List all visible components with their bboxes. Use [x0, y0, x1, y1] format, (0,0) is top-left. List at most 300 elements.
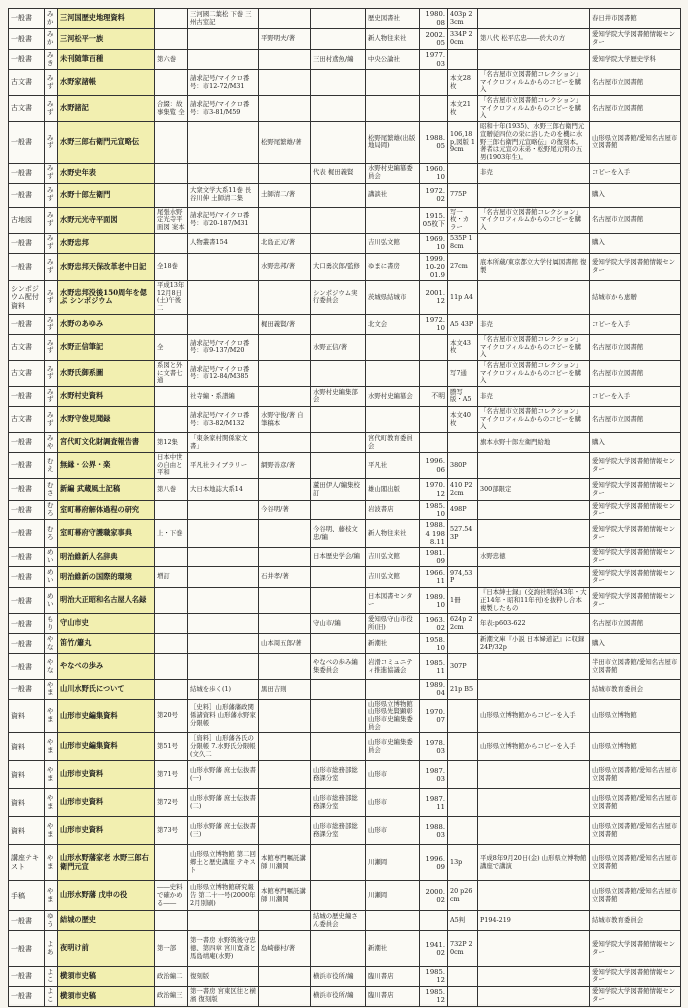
table-row: [9, 183, 681, 207]
cell-notes: 水野忠徳: [478, 547, 590, 566]
cell-editor: [311, 634, 366, 654]
cell-publisher: 新潮社: [366, 634, 420, 654]
cell-title: 結城の歴史: [58, 911, 155, 931]
cell-publisher: 岩滑コミュニティ推進協議会: [366, 654, 420, 680]
cell-author: [259, 654, 311, 680]
table-row: [9, 986, 681, 1006]
cell-publisher: 川瀬岡: [366, 881, 420, 911]
cell-holder: 山形県立図書館/愛知名古屋市立図書館: [590, 122, 681, 163]
cell-type: 手稿: [9, 881, 45, 911]
cell-series: [188, 567, 259, 588]
cell-publisher: 平凡社: [366, 453, 420, 479]
cell-holder: 結城市教育委員会: [590, 911, 681, 931]
cell-title: 山形市史資料: [58, 761, 155, 789]
cell-editor: [311, 96, 366, 122]
cell-format: [448, 634, 478, 654]
cell-editor: 山形市総務部総務課分室: [311, 761, 366, 789]
cell-kana: みず: [45, 314, 58, 334]
cell-notes: 新潮文庫『小説 日本婦道記』に収録24P/32p: [478, 634, 590, 654]
cell-holder: 愛知学院大学図書館情報センター: [590, 453, 681, 479]
cell-publisher: 松野尾繁雄(出版地局岡): [366, 122, 420, 163]
cell-vol: ――史料で確かめる――: [155, 881, 188, 911]
cell-publisher: [366, 96, 420, 122]
cell-kana: みず: [45, 96, 58, 122]
bibliography-table: [8, 8, 681, 1007]
cell-editor: 山形市総務部総務課分室: [311, 789, 366, 817]
cell-kana: ゆう: [45, 911, 58, 931]
cell-title: 水野のあゆみ: [58, 314, 155, 334]
cell-author: 山本周五郎/著: [259, 634, 311, 654]
cell-year: 1988.03: [420, 817, 448, 845]
cell-editor: 日本歴史学会/編: [311, 547, 366, 566]
cell-publisher: 愛知県守山市役所(旧): [366, 614, 420, 634]
cell-publisher: 新潮社: [366, 931, 420, 967]
cell-author: [259, 360, 311, 386]
cell-publisher: [366, 360, 420, 386]
cell-kana: むさ: [45, 479, 58, 501]
cell-series: 第一書房 宮東区往と横濱 復刻版: [188, 986, 259, 1006]
cell-year: 1985.10: [420, 501, 448, 520]
cell-vol: 全18巻: [155, 253, 188, 280]
cell-year: 1996.09: [420, 845, 448, 881]
cell-year: 1980.08: [420, 9, 448, 29]
cell-holder: 愛知学院大学図書館情報センター: [590, 567, 681, 588]
table-row: [9, 817, 681, 845]
cell-series: [188, 911, 259, 931]
cell-year: [420, 433, 448, 453]
cell-kana: みず: [45, 163, 58, 183]
cell-author: [259, 614, 311, 634]
cell-editor: [311, 314, 366, 334]
table-row: [9, 699, 681, 733]
cell-kana: やま: [45, 817, 58, 845]
cell-notes: 「名古屋市立図書館コレクション」マイクロフィルムからのコピーを購入: [478, 96, 590, 122]
cell-type: シンポジウム配付資料: [9, 281, 45, 315]
cell-notes: 昭和十年(1935)、水野三郎右衛門元宣贈従四位の栄に浴したのを機に水野三郎右衛門元宣略伝」の復刻本。著者は元宣の末弟・松野尾元明の五男(1903年生)。: [478, 122, 590, 163]
table-row: [9, 479, 681, 501]
cell-publisher: 水野村史編纂委員会: [366, 163, 420, 183]
cell-notes: 「名古屋市立図書館コレクション」マイクロフィルムからのコピーを購入: [478, 70, 590, 96]
table-row: [9, 881, 681, 911]
cell-author: 石井孝/著: [259, 567, 311, 588]
cell-vol: 第八巻: [155, 479, 188, 501]
cell-holder: 愛知学院大学図書館情報センター: [590, 253, 681, 280]
cell-title: 水野氏御系圖: [58, 360, 155, 386]
cell-series: 請求記号/マイクロ番号：市9-137/M20: [188, 334, 259, 360]
cell-type: 一般書: [9, 654, 45, 680]
cell-publisher: ゆまに書房: [366, 253, 420, 280]
cell-format: 535P 18cm: [448, 233, 478, 253]
cell-publisher: 岩波書店: [366, 501, 420, 520]
cell-kana: みか: [45, 29, 58, 50]
cell-publisher: 吉川弘文館: [366, 567, 420, 588]
table-row: [9, 501, 681, 520]
cell-year: 2002.05: [420, 29, 448, 50]
cell-vol: [155, 233, 188, 253]
cell-publisher: 新人物往来社: [366, 29, 420, 50]
cell-vol: 第51号: [155, 733, 188, 761]
table-row: [9, 50, 681, 70]
cell-publisher: 中央公論社: [366, 50, 420, 70]
cell-holder: 名古屋市立図書館: [590, 406, 681, 432]
cell-year: [420, 334, 448, 360]
cell-kana: よこ: [45, 967, 58, 986]
cell-kana: みや: [45, 433, 58, 453]
cell-vol: [155, 386, 188, 406]
cell-author: [259, 967, 311, 986]
cell-title: 笛竹/簫丸: [58, 634, 155, 654]
cell-vol: [155, 314, 188, 334]
cell-author: [259, 547, 311, 566]
cell-publisher: [366, 70, 420, 96]
cell-year: 1987.03: [420, 761, 448, 789]
cell-type: 一般書: [9, 386, 45, 406]
cell-publisher: 山形市: [366, 789, 420, 817]
cell-format: 13p: [448, 845, 478, 881]
cell-publisher: 歴史図書社: [366, 9, 420, 29]
table-row: [9, 9, 681, 29]
cell-kana: やま: [45, 789, 58, 817]
cell-year: 不明: [420, 386, 448, 406]
cell-format: A5 43P: [448, 314, 478, 334]
cell-author: [259, 281, 311, 315]
cell-series: ［資料］山形藩各氏の分限帳 7.水野氏分限帳(文久二: [188, 733, 259, 761]
cell-type: 資料: [9, 789, 45, 817]
cell-year: 1978.03: [420, 733, 448, 761]
cell-notes: [478, 9, 590, 29]
cell-year: [420, 70, 448, 96]
cell-vol: [155, 122, 188, 163]
table-row: [9, 360, 681, 386]
cell-author: [259, 433, 311, 453]
cell-series: 山形県立博物館研究報告 第二十一号(2000年2月別刷): [188, 881, 259, 911]
cell-year: [420, 406, 448, 432]
cell-editor: [311, 881, 366, 911]
table-row: [9, 70, 681, 96]
cell-editor: 今谷明、藤枝文忠/編: [311, 520, 366, 547]
cell-type: 一般書: [9, 634, 45, 654]
cell-type: 一般書: [9, 479, 45, 501]
cell-title: 横須市史稿: [58, 986, 155, 1006]
cell-notes: [478, 986, 590, 1006]
cell-publisher: 山形市: [366, 761, 420, 789]
cell-author: [259, 96, 311, 122]
cell-series: [188, 253, 259, 280]
cell-editor: [311, 567, 366, 588]
cell-editor: 守山市/編: [311, 614, 366, 634]
cell-editor: [311, 233, 366, 253]
cell-editor: 水野正信/著: [311, 334, 366, 360]
cell-kana: やま: [45, 680, 58, 699]
cell-type: 一般書: [9, 314, 45, 334]
cell-vol: 第72号: [155, 789, 188, 817]
cell-title: 水野三郎右衛門元宣略伝: [58, 122, 155, 163]
cell-year: 1981.09: [420, 547, 448, 566]
cell-holder: 愛知学院大学図書館情報センター: [590, 967, 681, 986]
cell-format: 21p B5: [448, 680, 478, 699]
cell-author: 松野尾繁雄/著: [259, 122, 311, 163]
table-row: [9, 386, 681, 406]
cell-holder: 名古屋市立図書館: [590, 207, 681, 233]
cell-publisher: 雄山閣出版: [366, 479, 420, 501]
cell-holder: 名古屋市立図書館: [590, 614, 681, 634]
cell-author: 島崎藤村/著: [259, 931, 311, 967]
cell-type: 一般書: [9, 29, 45, 50]
cell-year: 1987.11: [420, 789, 448, 817]
cell-holder: 購入: [590, 183, 681, 207]
cell-editor: [311, 680, 366, 699]
cell-series: [188, 163, 259, 183]
cell-vol: 第12集: [155, 433, 188, 453]
cell-series: 社寺編・系譜編: [188, 386, 259, 406]
cell-holder: 購入: [590, 233, 681, 253]
cell-vol: [155, 911, 188, 931]
cell-format: 527.54 3P: [448, 520, 478, 547]
cell-holder: 愛知学院大学図書館情報センター: [590, 588, 681, 614]
cell-kana: みず: [45, 122, 58, 163]
cell-vol: [155, 29, 188, 50]
cell-format: [448, 163, 478, 183]
cell-year: 1963.02: [420, 614, 448, 634]
cell-title: 水野正信筆記: [58, 334, 155, 360]
cell-editor: 横浜市役所/編: [311, 967, 366, 986]
cell-year: 1969.10: [420, 233, 448, 253]
cell-author: 水野守俊/著 自筆稿本: [259, 406, 311, 432]
table-row: [9, 654, 681, 680]
cell-editor: 水野村史編集部会: [311, 386, 366, 406]
cell-holder: 愛知学院大学図書館情報センター: [590, 931, 681, 967]
cell-vol: 尾張水野定光寺平面図 案本: [155, 207, 188, 233]
cell-format: [448, 761, 478, 789]
cell-editor: 結城の歴史編さん委員会: [311, 911, 366, 931]
table-body: [9, 9, 681, 1007]
cell-vol: [155, 547, 188, 566]
table-row: [9, 680, 681, 699]
cell-author: [259, 761, 311, 789]
cell-kana: めい: [45, 567, 58, 588]
cell-holder: 愛知学院大学図書館情報センター: [590, 986, 681, 1006]
cell-series: [188, 122, 259, 163]
cell-series: [188, 281, 259, 315]
cell-holder: 愛知学院大学図書館情報センター: [590, 29, 681, 50]
cell-author: [259, 163, 311, 183]
cell-title: 守山市史: [58, 614, 155, 634]
cell-format: 本文43枚: [448, 334, 478, 360]
cell-year: 1960.10: [420, 163, 448, 183]
cell-author: 水野忠邦/著: [259, 253, 311, 280]
cell-notes: [478, 501, 590, 520]
cell-author: 北島正元/著: [259, 233, 311, 253]
cell-publisher: 山形市史編集委員会: [366, 733, 420, 761]
cell-type: 一般書: [9, 911, 45, 931]
cell-editor: 大口勇次郎/監修: [311, 253, 366, 280]
cell-holder: 愛知学院大学図書館情報センター: [590, 479, 681, 501]
cell-vol: 政治編二: [155, 967, 188, 986]
cell-kana: やま: [45, 881, 58, 911]
cell-title: 山川水野氏について: [58, 680, 155, 699]
cell-publisher: 北文会: [366, 314, 420, 334]
cell-year: [420, 911, 448, 931]
cell-title: 山形水野藩 戊申の役: [58, 881, 155, 911]
cell-notes: P194-219: [478, 911, 590, 931]
cell-type: 古文書: [9, 70, 45, 96]
table-row: [9, 433, 681, 453]
cell-year: 1941.02: [420, 931, 448, 967]
cell-publisher: 臨川書店: [366, 986, 420, 1006]
cell-year: 1988.4 1988.11: [420, 520, 448, 547]
cell-holder: コピーを入手: [590, 314, 681, 334]
cell-format: 本文21枚: [448, 96, 478, 122]
cell-publisher: 吉川弘文館: [366, 233, 420, 253]
cell-year: [420, 96, 448, 122]
cell-holder: 結城市教育委員会: [590, 680, 681, 699]
cell-series: 請求記号/マイクロ番号：市12-84/M385: [188, 360, 259, 386]
table-row: [9, 122, 681, 163]
cell-series: ［史料］山形藩藩政関係諸資料 山形藩水野家分限帳: [188, 699, 259, 733]
cell-kana: みず: [45, 360, 58, 386]
cell-year: 1988.05: [420, 122, 448, 163]
cell-editor: [311, 29, 366, 50]
cell-title: 新編 武蔵風土記稿: [58, 479, 155, 501]
cell-series: 大日本地誌大系14: [188, 479, 259, 501]
cell-author: [259, 479, 311, 501]
cell-notes: [478, 567, 590, 588]
cell-author: 本館専門嘱託講師 川瀬岡: [259, 845, 311, 881]
cell-kana: やま: [45, 845, 58, 881]
cell-holder: コピーを入手: [590, 386, 681, 406]
cell-author: [259, 334, 311, 360]
cell-kana: もり: [45, 614, 58, 634]
cell-kana: みず: [45, 281, 58, 315]
cell-format: [448, 699, 478, 733]
cell-holder: 購入: [590, 634, 681, 654]
cell-holder: コピーを入手: [590, 163, 681, 183]
cell-year: 1972.10: [420, 314, 448, 334]
cell-series: 山形県立博物館 第二回 郷土と歴史講座 テキスト: [188, 845, 259, 881]
cell-vol: 平成13年12月8日(土)午後二: [155, 281, 188, 315]
cell-format: [448, 789, 478, 817]
cell-author: [259, 9, 311, 29]
cell-publisher: [366, 911, 420, 931]
cell-year: 1958.10: [420, 634, 448, 654]
cell-vol: 第六巻: [155, 50, 188, 70]
cell-title: 水野忠邦天保改革老中日記: [58, 253, 155, 280]
cell-type: 一般書: [9, 588, 45, 614]
cell-notes: [478, 50, 590, 70]
document-sheet: [8, 8, 680, 1004]
cell-vol: 第73号: [155, 817, 188, 845]
cell-format: 410 P22cm: [448, 479, 478, 501]
cell-series: 請求記号/マイクロ番号：市20-187/M31: [188, 207, 259, 233]
cell-title: 三河松平一族: [58, 29, 155, 50]
cell-author: 平野明夫/著: [259, 29, 311, 50]
cell-author: 網野善彦/著: [259, 453, 311, 479]
cell-year: 1985.12: [420, 986, 448, 1006]
cell-holder: 名古屋市立図書館: [590, 334, 681, 360]
cell-author: [259, 986, 311, 1006]
cell-notes: [478, 881, 590, 911]
cell-publisher: 吉川弘文館: [366, 547, 420, 566]
cell-type: 一般書: [9, 122, 45, 163]
cell-vol: [155, 183, 188, 207]
cell-series: 山形水野藩 庶士伝抜書(一): [188, 761, 259, 789]
cell-format: 本文40枚: [448, 406, 478, 432]
cell-holder: 山形県立図書館/愛知名古屋市立図書館: [590, 845, 681, 881]
cell-notes: 『日本紳士録』(交詢社明治43年・大正14年・昭和11年刊)を抜粋し合本複製したもの: [478, 588, 590, 614]
cell-editor: [311, 588, 366, 614]
cell-series: 平凡社ライブラリー: [188, 453, 259, 479]
cell-kana: むろ: [45, 501, 58, 520]
cell-kana: むえ: [45, 453, 58, 479]
cell-vol: [155, 654, 188, 680]
cell-publisher: [366, 207, 420, 233]
cell-notes: 「名古屋市立図書館コレクション」マイクロフィルムからのコピーを購入: [478, 360, 590, 386]
table-row: [9, 207, 681, 233]
cell-holder: 名古屋市立図書館: [590, 96, 681, 122]
cell-series: 請求記号/マイクロ番号：市12-72/M31: [188, 70, 259, 96]
table-row: [9, 334, 681, 360]
cell-author: [259, 789, 311, 817]
cell-holder: 春日井市図書館: [590, 9, 681, 29]
cell-vol: [155, 680, 188, 699]
cell-type: 古文書: [9, 96, 45, 122]
cell-author: [259, 699, 311, 733]
cell-title: 明治維新人名辞典: [58, 547, 155, 566]
cell-vol: 政治編三: [155, 986, 188, 1006]
cell-vol: 日本中世の自由と平和: [155, 453, 188, 479]
cell-format: [448, 433, 478, 453]
cell-kana: みず: [45, 406, 58, 432]
cell-editor: [311, 122, 366, 163]
cell-notes: 「名古屋市立図書館コレクション」マイクロフィルムからのコピーを購入: [478, 406, 590, 432]
cell-format: 本文28枚: [448, 70, 478, 96]
cell-year: 1972.02: [420, 183, 448, 207]
cell-format: 732P 20cm: [448, 931, 478, 967]
cell-notes: 「名古屋市立図書館コレクション」マイクロフィルムからのコピーを購入: [478, 334, 590, 360]
cell-type: 一般書: [9, 453, 45, 479]
cell-kana: やな: [45, 634, 58, 654]
cell-editor: [311, 360, 366, 386]
cell-holder: 山形県立図書館/愛知名古屋市立図書館: [590, 761, 681, 789]
cell-year: 1985.12: [420, 967, 448, 986]
cell-type: 資料: [9, 817, 45, 845]
cell-series: 請求記号/マイクロ番号：市3-81/M59: [188, 96, 259, 122]
cell-vol: 第71号: [155, 761, 188, 789]
cell-publisher: 茨城県結城市: [366, 281, 420, 315]
cell-type: 一般書: [9, 967, 45, 986]
cell-publisher: 山形県立博物館 山形県先賢顕彰 山形市史編集委員会: [366, 699, 420, 733]
cell-holder: 山形県立博物館: [590, 733, 681, 761]
table-row: [9, 453, 681, 479]
cell-author: 本館専門嘱託講師 川瀬岡: [259, 881, 311, 911]
cell-format: [448, 986, 478, 1006]
cell-editor: 蘆田伊人/編集校訂: [311, 479, 366, 501]
cell-series: 「東条家村関係家文書」: [188, 433, 259, 453]
cell-format: [448, 50, 478, 70]
cell-notes: 非売: [478, 163, 590, 183]
cell-holder: 山形県立図書館/愛知名古屋市立図書館: [590, 789, 681, 817]
cell-type: 古文書: [9, 334, 45, 360]
table-row: [9, 845, 681, 881]
cell-title: 室町幕府解体過程の研究: [58, 501, 155, 520]
cell-kana: やな: [45, 654, 58, 680]
table-row: [9, 253, 681, 280]
cell-author: 黒田吉則: [259, 680, 311, 699]
cell-kana: みず: [45, 386, 58, 406]
cell-notes: [478, 520, 590, 547]
cell-notes: [478, 789, 590, 817]
cell-editor: [311, 406, 366, 432]
